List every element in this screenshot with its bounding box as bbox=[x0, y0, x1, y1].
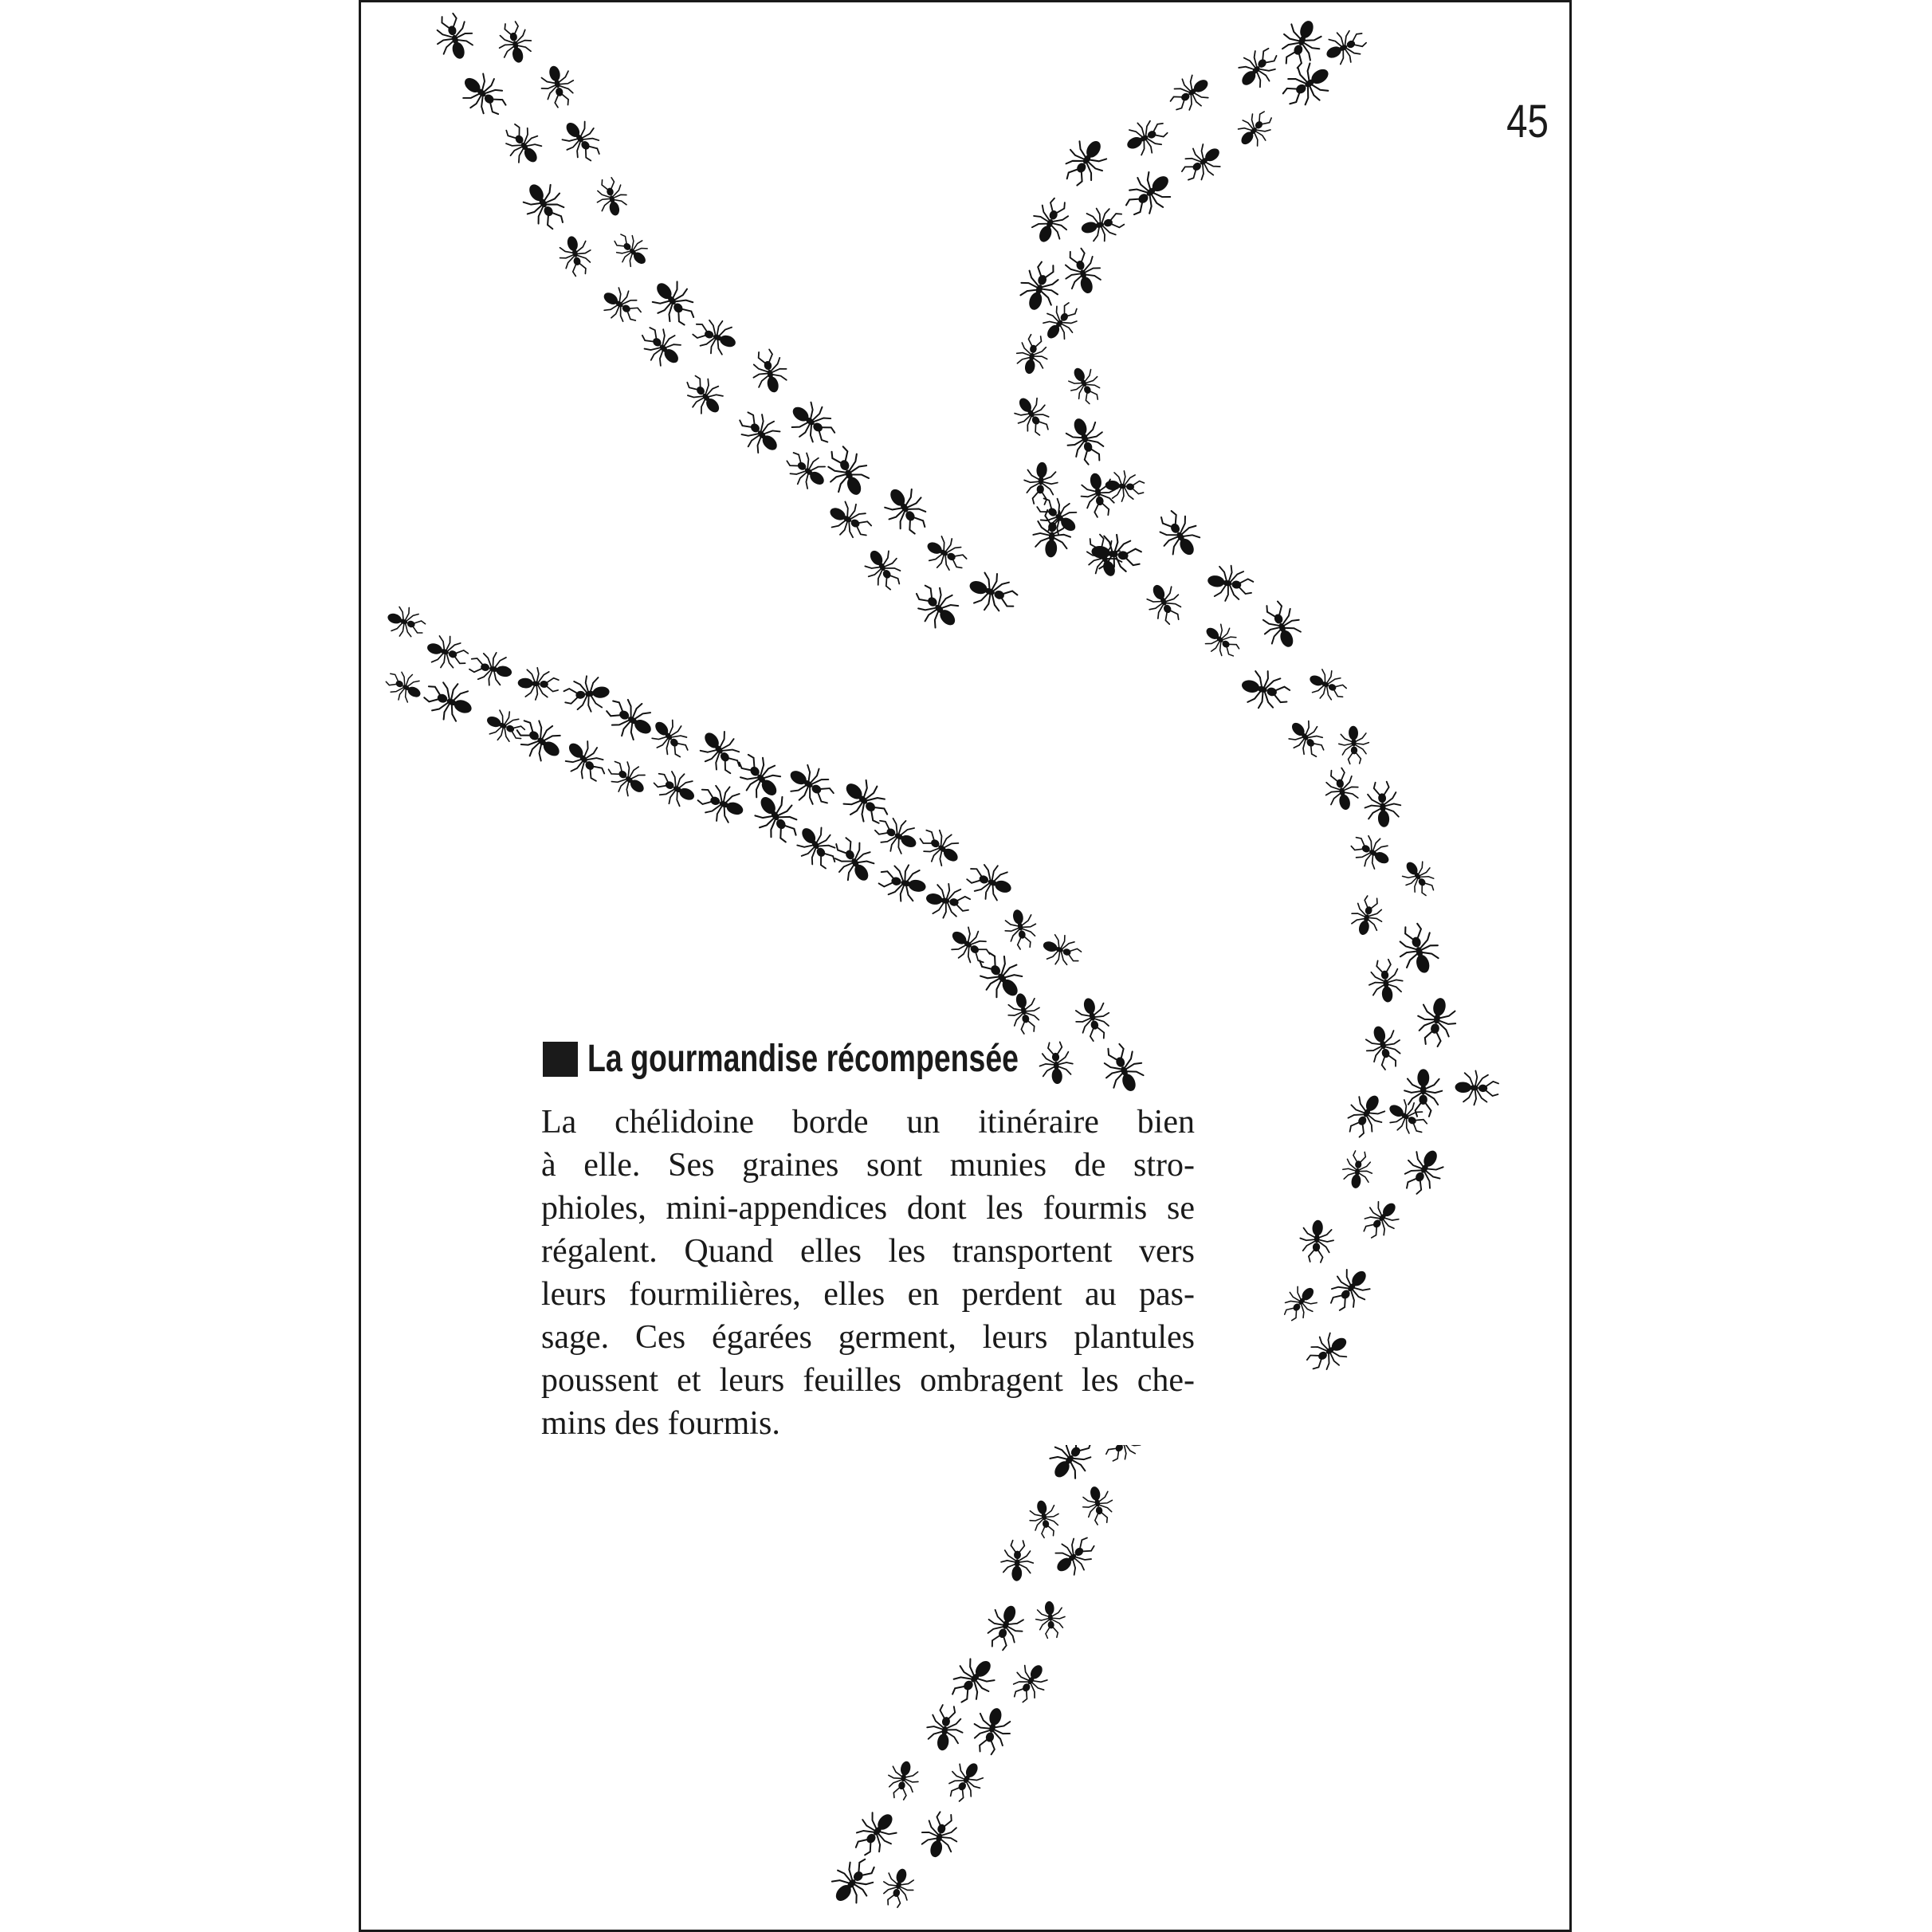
ant-icon bbox=[1121, 113, 1172, 161]
ant-icon bbox=[692, 722, 748, 780]
ant-icon bbox=[1005, 1657, 1054, 1708]
ant-icon bbox=[422, 631, 471, 674]
ant-icon bbox=[1063, 362, 1107, 409]
ant-icon bbox=[943, 1649, 1003, 1710]
ant-icon bbox=[556, 233, 596, 279]
ant-icon bbox=[1356, 1194, 1406, 1245]
ant-icon bbox=[907, 577, 967, 638]
paragraph-line: poussent et leurs feuilles ombragent les che- bbox=[541, 1359, 1195, 1402]
ant-icon bbox=[819, 441, 876, 502]
ant-icon bbox=[602, 753, 653, 803]
ant-icon bbox=[381, 665, 426, 708]
ant-icon bbox=[516, 175, 574, 236]
ant-icon bbox=[600, 690, 661, 748]
ant-icon bbox=[592, 175, 630, 219]
ant-icon bbox=[467, 648, 515, 689]
ant-icon bbox=[419, 674, 478, 728]
ant-icon bbox=[454, 65, 513, 124]
ant-icon bbox=[731, 404, 788, 461]
ant-icon bbox=[1150, 504, 1208, 564]
ant-icon bbox=[921, 530, 972, 578]
ant-icon bbox=[1079, 1483, 1117, 1527]
ant-icon bbox=[1205, 562, 1255, 605]
ant-icon bbox=[693, 778, 749, 828]
ant-icon bbox=[1015, 258, 1066, 316]
ant-icon bbox=[430, 10, 478, 64]
ant-icon bbox=[1282, 713, 1332, 764]
ant-icon bbox=[1231, 41, 1285, 96]
ant-icon bbox=[1298, 1219, 1334, 1262]
ant-icon bbox=[689, 313, 741, 360]
ant-icon bbox=[1340, 1087, 1392, 1143]
heading-square-marker bbox=[543, 1042, 578, 1077]
ant-icon bbox=[968, 1703, 1015, 1757]
book-page bbox=[359, 0, 1572, 1932]
ant-icon bbox=[537, 62, 579, 110]
ant-icon bbox=[1078, 203, 1127, 246]
ant-icon bbox=[781, 757, 840, 814]
ant-icon bbox=[1036, 296, 1086, 348]
ant-icon bbox=[1231, 104, 1279, 153]
ant-icon bbox=[748, 347, 791, 397]
ant-icon bbox=[644, 272, 704, 333]
ant-icon bbox=[941, 1756, 990, 1807]
paragraph-line: à elle. Ses graines sont munies de stro- bbox=[541, 1144, 1195, 1187]
ant-icon bbox=[943, 920, 996, 971]
ant-icon bbox=[557, 732, 613, 789]
ant-icon bbox=[481, 705, 529, 748]
ant-icon bbox=[858, 542, 909, 595]
ant-icon bbox=[1341, 1149, 1375, 1190]
paragraph-line: phioles, mini-appendices dont les fourmis se bbox=[541, 1187, 1195, 1230]
ant-icon bbox=[1164, 69, 1216, 119]
ant-icon bbox=[963, 858, 1017, 906]
body-paragraph bbox=[541, 1101, 1195, 1445]
ant-icon bbox=[1023, 461, 1059, 505]
ant-icon bbox=[383, 602, 429, 642]
ant-icon bbox=[1047, 1529, 1102, 1582]
ant-icon bbox=[1078, 470, 1120, 520]
ant-icon bbox=[1255, 596, 1307, 654]
ant-icon bbox=[497, 117, 549, 171]
ant-icon bbox=[1321, 765, 1363, 814]
ant-icon bbox=[823, 495, 877, 545]
ant-icon bbox=[1141, 578, 1188, 629]
ant-icon bbox=[823, 1851, 884, 1913]
ant-icon bbox=[1058, 245, 1106, 298]
ant-icon bbox=[1413, 994, 1460, 1049]
ant-icon bbox=[1455, 1070, 1499, 1105]
ant-icon bbox=[649, 764, 701, 812]
ant-icon bbox=[877, 479, 936, 541]
ant-icon bbox=[1366, 958, 1404, 1004]
ant-icon bbox=[1274, 14, 1328, 73]
paragraph-line: régalent. Quand elles les transportent vers bbox=[541, 1230, 1195, 1273]
ant-icon bbox=[1056, 132, 1114, 193]
ant-icon bbox=[878, 1865, 918, 1910]
ant-icon bbox=[1404, 1069, 1443, 1117]
ant-icon bbox=[1347, 893, 1387, 939]
ant-icon bbox=[1039, 930, 1084, 971]
paragraph-line: leurs fourmilières, elles en perdent au pas- bbox=[541, 1273, 1195, 1316]
ant-trails-illustration bbox=[361, 2, 1572, 1932]
ant-icon bbox=[1175, 137, 1228, 189]
ant-icon bbox=[645, 712, 697, 764]
paragraph-line: sage. Ces égarées germent, leurs plantules bbox=[541, 1316, 1195, 1359]
ant-icon bbox=[1392, 920, 1444, 978]
ant-icon bbox=[846, 1803, 905, 1863]
ant-icon bbox=[1396, 1142, 1450, 1200]
ant-icon bbox=[1277, 1279, 1324, 1327]
ant-icon bbox=[1338, 725, 1370, 764]
ant-icon bbox=[779, 444, 833, 497]
ant-icon bbox=[924, 1703, 966, 1753]
ant-icon bbox=[1000, 1540, 1034, 1581]
ant-icon bbox=[1301, 1325, 1356, 1378]
ant-icon bbox=[870, 811, 923, 860]
ant-icon bbox=[1198, 618, 1245, 664]
ant-icon bbox=[1361, 1021, 1407, 1073]
ant-icon bbox=[1060, 412, 1111, 469]
ant-icon bbox=[876, 860, 929, 906]
ant-icon bbox=[1032, 509, 1072, 559]
ant-icon bbox=[634, 320, 689, 375]
ant-icon bbox=[884, 1758, 921, 1802]
ant-icon bbox=[1026, 1498, 1062, 1541]
section-heading bbox=[543, 1037, 1141, 1082]
ant-icon bbox=[1007, 390, 1057, 442]
ant-icon bbox=[1304, 664, 1350, 706]
paragraph-line: mins des fourmis. bbox=[541, 1402, 1195, 1445]
ant-icon bbox=[608, 227, 655, 273]
paragraph-line: La chélidoine borde un itinéraire bien bbox=[541, 1101, 1195, 1144]
ant-icon bbox=[729, 746, 789, 807]
ant-icon bbox=[1026, 194, 1076, 249]
ant-icon bbox=[596, 281, 647, 330]
ant-icon bbox=[1117, 163, 1180, 225]
ant-icon bbox=[1276, 55, 1339, 115]
ant-icon bbox=[964, 567, 1022, 618]
ant-icon bbox=[1363, 781, 1402, 829]
ant-icon bbox=[917, 1808, 963, 1861]
ant-icon bbox=[517, 666, 560, 701]
ant-icon bbox=[1346, 828, 1396, 875]
ant-icon bbox=[1035, 1600, 1066, 1639]
ant-icon bbox=[913, 821, 967, 873]
ant-icon bbox=[1237, 666, 1293, 714]
page-number: 45 bbox=[1506, 96, 1549, 147]
ant-icon bbox=[563, 673, 612, 714]
ant-icon bbox=[1013, 332, 1050, 376]
ant-icon bbox=[1321, 1261, 1378, 1318]
ant-icon bbox=[494, 19, 535, 66]
ant-icon bbox=[1001, 906, 1040, 952]
ant-icon bbox=[678, 369, 730, 422]
ant-icon bbox=[783, 394, 842, 452]
ant-icon bbox=[1320, 23, 1371, 70]
ant-icon bbox=[1396, 854, 1442, 901]
ant-icon bbox=[555, 113, 608, 168]
ant-icon bbox=[981, 1600, 1030, 1655]
ant-icon bbox=[1004, 990, 1045, 1036]
ant-icon bbox=[924, 881, 972, 921]
heading-text: La gourmandise récompensée bbox=[587, 1038, 1019, 1080]
